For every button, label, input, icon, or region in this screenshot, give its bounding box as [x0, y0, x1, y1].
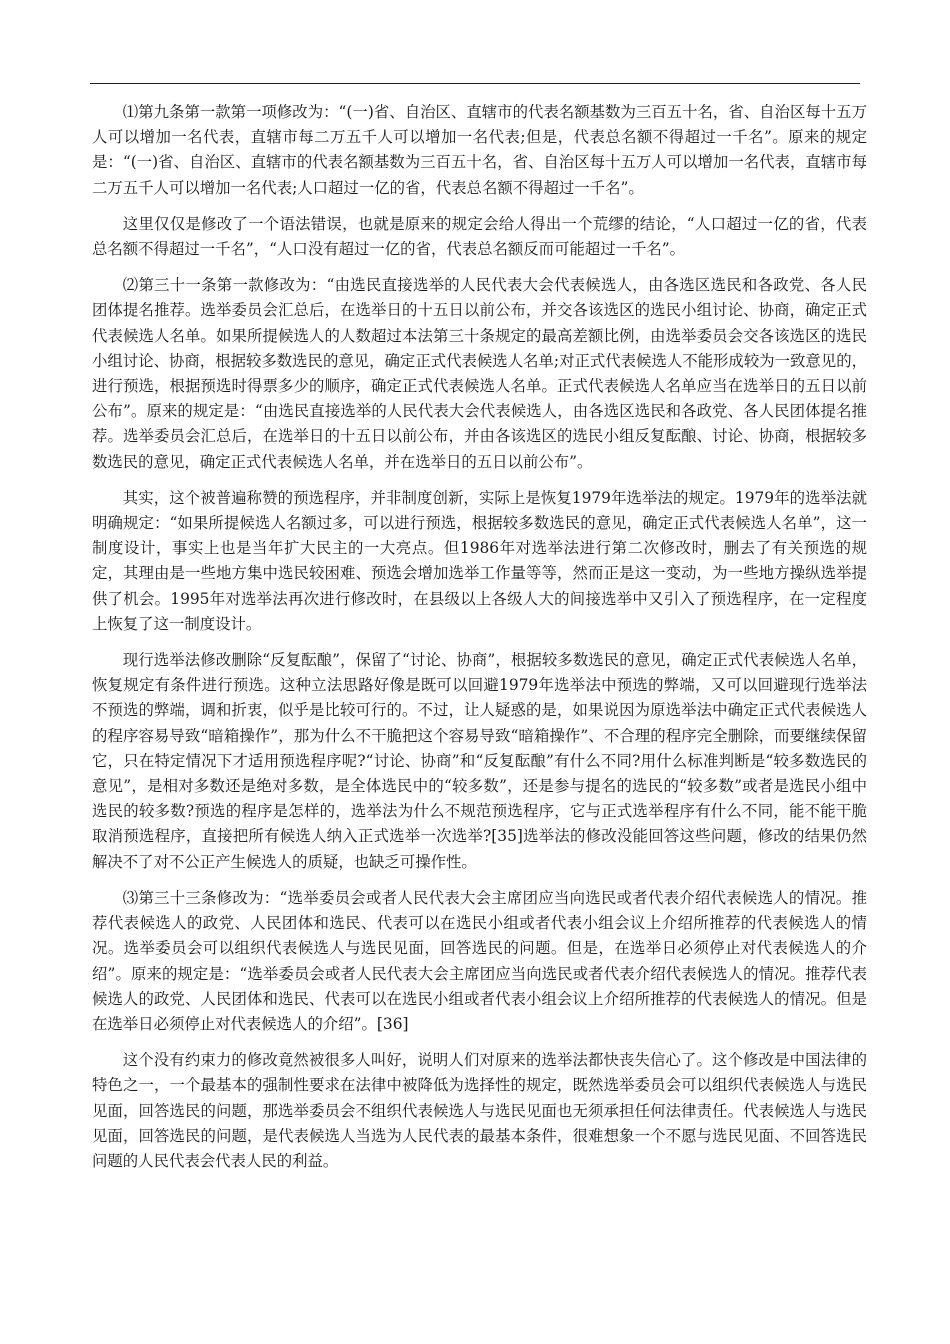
paragraph-grammar-commentary: 这里仅仅是修改了一个语法错误，也就是原来的规定会给人得出一个荒缪的结论，“人口超过一亿的省，代表总名额不得超过一千名”，“人口没有超过一亿的省，代表总名额反而可能超过一千名”。	[92, 214, 867, 259]
header-rule	[90, 83, 860, 84]
paragraph-article-33-amendment: ⑶第三十三条修改为：“选举委员会或者人民代表大会主席团应当向选民或者代表介绍代表候选人的情况。推荐代表候选人的政党、人民团体和选民、代表可以在选民小组或者代表小组会议上介绍所推荐的代表候选人的情况。选举委员会可以组织代表候选人与选民见面，回答选民的问题。但是，在选举日必须停止对代表候选人的介绍”。原来的规定是：“选举委员会或者人民代表大会主席团应当向选民或者代表介绍代表候选人的情况。推荐代表候选人的政党、人民团体和选民、代表可以在选民小组或者代表小组会议上介绍所推荐的代表候选人的情况。但是在选举日必须停止对代表候选人的介绍”。[36]	[92, 888, 867, 1033]
paragraph-article-31-amendment: ⑵第三十一条第一款修改为：“由选民直接选举的人民代表大会代表候选人，由各选区选民和各政党、各人民团体提名推荐。选举委员会汇总后，在选举日的十五日以前公布，并交各该选区的选民小组讨论、协商，确定正式代表候选人名单。如果所提候选人的人数超过本法第三十条规定的最高差额比例，由选举委员会交各该选区的选民小组讨论、协商，根据较多数选民的意见，确定正式代表候选人名单;对正式代表候选人不能形成较为一致意见的，进行预选，根据预选时得票多少的顺序，确定正式代表候选人名单。正式代表候选人名单应当在选举日的五日以前公布”。原来的规定是：“由选民直接选举的人民代表大会代表候选人，由各选区选民和各政党、各人民团体提名推荐。选举委员会汇总后，在选举日的十五日以前公布，并由各该选区的选民小组反复酝酿、讨论、协商，根据较多数选民的意见，确定正式代表候选人名单，并在选举日的五日以前公布”。	[92, 276, 867, 471]
paragraph-preselection-history: 其实，这个被普遍称赞的预选程序，并非制度创新，实际上是恢复1979年选举法的规定。1979年的选举法就明确规定：“如果所提候选人名额过多，可以进行预选，根据较多数选民的意见，确定正式代表候选人名单”，这一制度设计，事实上也是当年扩大民主的一大亮点。但1986年对选举法进行第二次修改时，删去了有关预选的规定，其理由是一些地方集中选民较困难、预选会增加选举工作量等等，然而正是这一变动，为一些地方操纵选举提供了机会。1995年对选举法再次进行修改时，在县级以上各级人大的间接选举中又引入了预选程序，在一定程度上恢复了这一制度设计。	[92, 488, 867, 633]
paragraph-article-9-amendment: ⑴第九条第一款第一项修改为：“(一)省、自治区、直辖市的代表名额基数为三百五十名，省、自治区每十五万人可以增加一名代表，直辖市每二万五千人可以增加一名代表;但是，代表总名额不得超过一千名”。原来的规定是：“(一)省、自治区、直辖市的代表名额基数为三百五十名，省、自治区每十五万人可以增加一名代表，直辖市每二万五千人可以增加一名代表;人口超过一亿的省，代表总名额不得超过一千名”。	[92, 103, 867, 197]
document-body	[92, 100, 867, 1185]
paragraph-article-33-commentary: 这个没有约束力的修改竟然被很多人叫好，说明人们对原来的选举法都快丧失信心了。这个修改是中国法律的特色之一，一个最基本的强制性要求在法律中被降低为选择性的规定，既然选举委员会可以组织代表候选人与选民见面，回答选民的问题，那选举委员会不组织代表候选人与选民见面也无须承担任何法律责任。代表候选人与选民见面，回答选民的问题，是代表候选人当选为人民代表的最基本条件，很难想象一个不愿与选民见面、不回答选民问题的人民代表会代表人民的利益。	[92, 1051, 867, 1170]
paragraph-preselection-critique: 现行选举法修改删除“反复酝酿”，保留了“讨论、协商”，根据较多数选民的意见，确定正式代表候选人名单，恢复规定有条件进行预选。这种立法思路好像是既可以回避1979年选举法中预选的弊端，又可以回避现行选举法不预选的弊端，调和折衷，似乎是比较可行的。不过，让人疑惑的是，如果说因为原选举法中确定正式代表候选人的程序容易导致“暗箱操作”，那为什么不干脆把这个容易导致“暗箱操作”、不合理的程序完全删除，而要继续保留它，只在特定情况下才适用预选程序呢?“讨论、协商”和“反复酝酿”有什么不同?用什么标准判断是“较多数选民的意见”，是相对多数还是绝对多数，是全体选民中的“较多数”，还是参与提名的选民的“较多数”或者是选民小组中选民的较多数?预选的程序是怎样的，选举法为什么不规范预选程序，它与正式选举程序有什么不同，能不能干脆取消预选程序，直接把所有候选人纳入正式选举一次选举?[35]选举法的修改没能回答这些问题，修改的结果仍然解决不了对不公正产生候选人的质疑，也缺乏可操作性。	[92, 651, 867, 871]
